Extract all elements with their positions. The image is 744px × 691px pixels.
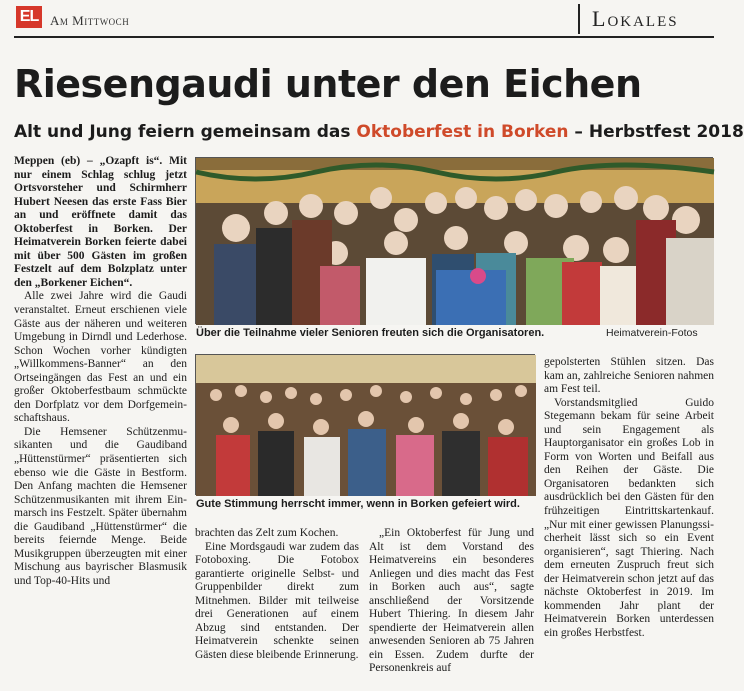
article-paragraph: Eine Mordsgaudi war zudem das Fotoboxing. Die Fotobox garantierte originelle Selbst- und Gruppenbilder direkt zum Mitnehmen. Bilder mit teilweise drei Generationen auf einem Abzug sind entstanden. Der Heimatverein schenkte seinen Gästen diese bleibende Erinnerung. — [195, 540, 359, 661]
article-column-4 — [544, 356, 714, 640]
section-title: Lokales — [578, 4, 714, 34]
subline-start: Alt und Jung feiern gemeinsam das — [14, 122, 357, 142]
subline-end: – Herbstfest 2018 — [568, 122, 744, 142]
article-column-3 — [369, 527, 534, 676]
photo-seniors-image — [196, 158, 714, 325]
subline-highlight: Oktoberfest in Borken — [356, 122, 569, 142]
edition-day: Am Mittwoch — [50, 13, 130, 28]
article-paragraph: „Ein Oktoberfest für Jung und Alt ist dem Vorstand des Heimatvereins ein besonderes Anliegen und dies macht das Fest in Borken auch aus“, sagte anschließend der Vorsitzende Hubert Thiering. In diesem Jahr spendierte der Heimatverein allen anwesenden Senioren ab 75 Jahren ein Essen. Zudem durfte der Personenkreis auf — [369, 527, 534, 675]
header-rule — [14, 36, 714, 38]
article-paragraph: Alle zwei Jahre wird die Gaudi veranstaltet. Erneut erschienen viele Gäste aus der näheren und weiteren Umgebung in Dirndl und Lederhose. Schon Wochen vorher kündigten „Willkommens-Banner“ an den Ortseingängen das Fest an und ein großer Oktoberfestbaum schmückte den Dorfplatz vor dem Dorfgemeinschaftshaus. — [14, 290, 187, 425]
article-column-2 — [195, 527, 359, 662]
photo-crowd-image — [196, 355, 536, 496]
photo-caption-top: Über die Teilnahme vieler Senioren freuten sich die Organisatoren. — [196, 327, 545, 339]
page-header — [14, 4, 714, 34]
article-paragraph: gepolsterten Stühlen sitzen. Das kam an, zahlreiche Senioren nahmen am Fest teil. — [544, 356, 714, 396]
article-lead: Meppen (eb) – „Ozapft is“. Mit nur einem Schlag schlug jetzt Ortsvorsteher und Schirmherr Hubert Neesen das erste Fass Bier an und eröffnete damit das Oktoberfest in Borken. Der Heimatverein Borken feierte dabei mit über 500 Gästen im großen Festzelt auf dem Bolzplatz unter den „Borkener Eichen“. — [14, 155, 187, 289]
article-paragraph: brachten das Zelt zum Kochen. — [195, 527, 339, 539]
subheadline — [14, 120, 744, 144]
photo-seniors-group — [195, 157, 713, 324]
article-paragraph: Die Hemsener Schützenmusikanten und die Gaudiband „Hüttenstürmer“ präsentierten sich ebenso wie die Gäste in Bestform. Den Anfang machten die Hemsener Schützenmusikanten mit ihrem Einmarsch ins Festzelt. Später übernahm die Gaudiband „Hüttenstürmer“ die bereits feiernde Menge. Beide Musikgruppen überzeugten mit einer Mischung aus bayrischer Blasmusik und Top-40-Hits und — [14, 425, 187, 587]
article-paragraph: Vorstandsmitglied Guido Stegemann bekam für seine Arbeit und sein Engagement als Hauptorganisator ein großes Lob in Form von Worten und Beifall aus den Reihen der Gäste. Die Organisatoren bedankten sich ausdrücklich bei den Gästen für den frühzeitigen Eintrittskartenkauf. „Nur mit einer gewissen Planungssicherheit lässt sich so ein Event organisieren“, sagt Thiering. Nach dem erneuten Zuspruch freut sich der Heimatverein schon jetzt auf das nächste Oktoberfest in 2019. Im kommenden Jahr plant der Heimatverein Borken unterdessen ein großes Herbstfest. — [544, 396, 714, 639]
headline: Riesengaudi unter den Eichen — [14, 62, 642, 106]
newspaper-logo: EL — [16, 6, 42, 28]
photo-party-crowd — [195, 354, 535, 495]
photo-caption-bottom: Gute Stimmung herrscht immer, wenn in Borken gefeiert wird. — [196, 498, 520, 510]
photo-credit: Heimatverein-Fotos — [606, 327, 698, 339]
article-column-1 — [14, 155, 187, 589]
